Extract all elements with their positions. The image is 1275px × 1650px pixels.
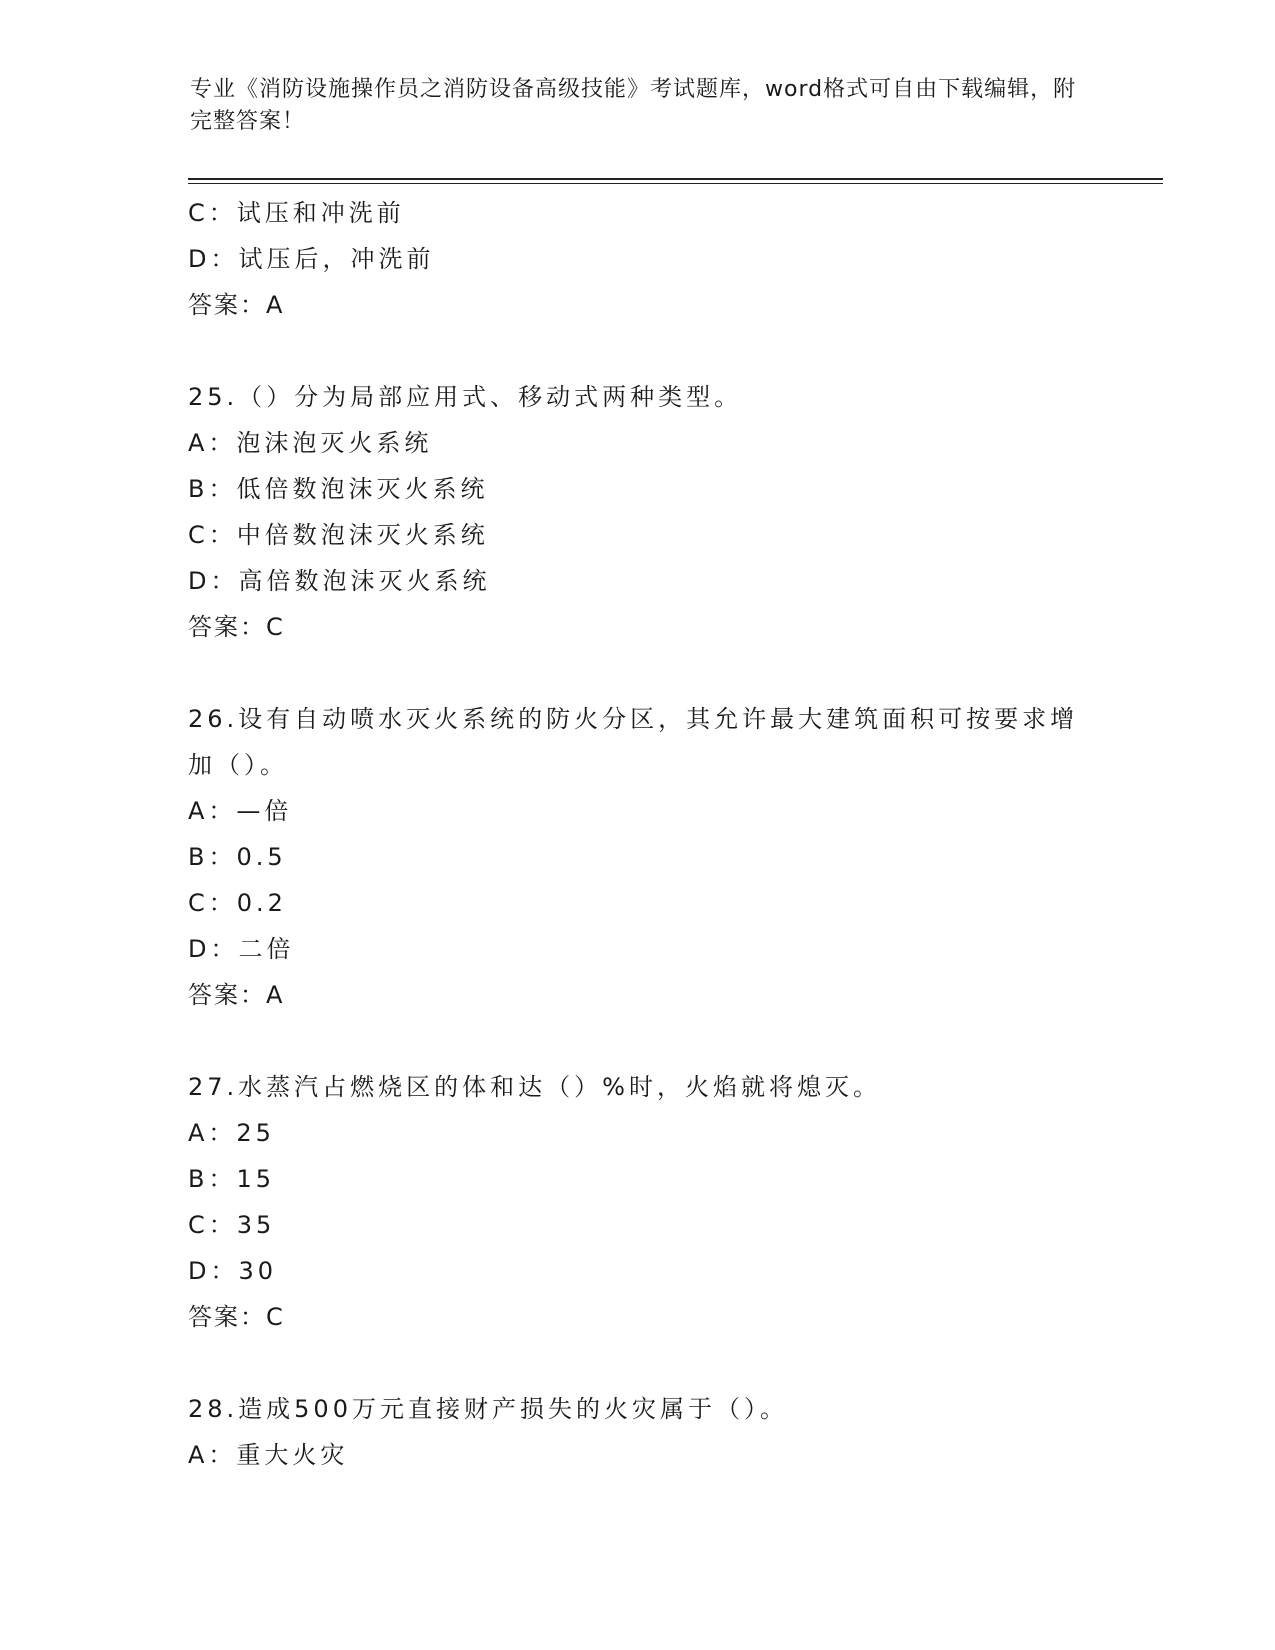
- option-c: C：中倍数泡沫灭火系统: [188, 521, 489, 549]
- document-header: 专业《消防设施操作员之消防设备高级技能》考试题库，word格式可自由下载编辑，附完整答案！: [190, 77, 1077, 134]
- option-d: D：试压后，冲洗前: [188, 245, 435, 273]
- answer-text: 答案：A: [188, 291, 285, 319]
- question-stem: 25.（）分为局部应用式、移动式两种类型。: [188, 383, 743, 411]
- option-a: A：泡沫泡灭火系统: [188, 429, 433, 457]
- option-b: B：0.5: [188, 843, 287, 871]
- option-a: A：重大火灾: [188, 1441, 349, 1469]
- question-27: [188, 1064, 1088, 1340]
- option-c: C：0.2: [188, 889, 287, 917]
- question-25: [188, 374, 1088, 650]
- answer-text: 答案：A: [188, 981, 285, 1009]
- header-divider-thick: [188, 178, 1163, 180]
- question-list: [188, 190, 1088, 1478]
- option-a: A：—倍: [188, 797, 293, 825]
- option-d: D：30: [188, 1257, 278, 1285]
- option-b: B：低倍数泡沫灭火系统: [188, 475, 489, 503]
- question-26: [188, 696, 1088, 1018]
- answer-text: 答案：C: [188, 613, 285, 641]
- question-24-continued: [188, 190, 1088, 328]
- question-stem: 26.设有自动喷水灭火系统的防火分区，其允许最大建筑面积可按要求增加（）。: [188, 705, 1079, 779]
- option-d: D：高倍数泡沫灭火系统: [188, 567, 491, 595]
- header-divider-thin: [188, 183, 1163, 184]
- question-28: [188, 1386, 1088, 1478]
- option-d: D：二倍: [188, 935, 295, 963]
- answer-text: 答案：C: [188, 1303, 285, 1331]
- option-c: C：35: [188, 1211, 276, 1239]
- question-stem: 27.水蒸汽占燃烧区的体和达（）%时，火焰就将熄灭。: [188, 1073, 881, 1101]
- option-b: B：15: [188, 1165, 276, 1193]
- question-stem: 28.造成500万元直接财产损失的火灾属于（）。: [188, 1395, 788, 1423]
- option-c: C：试压和冲洗前: [188, 199, 405, 227]
- option-a: A：25: [188, 1119, 275, 1147]
